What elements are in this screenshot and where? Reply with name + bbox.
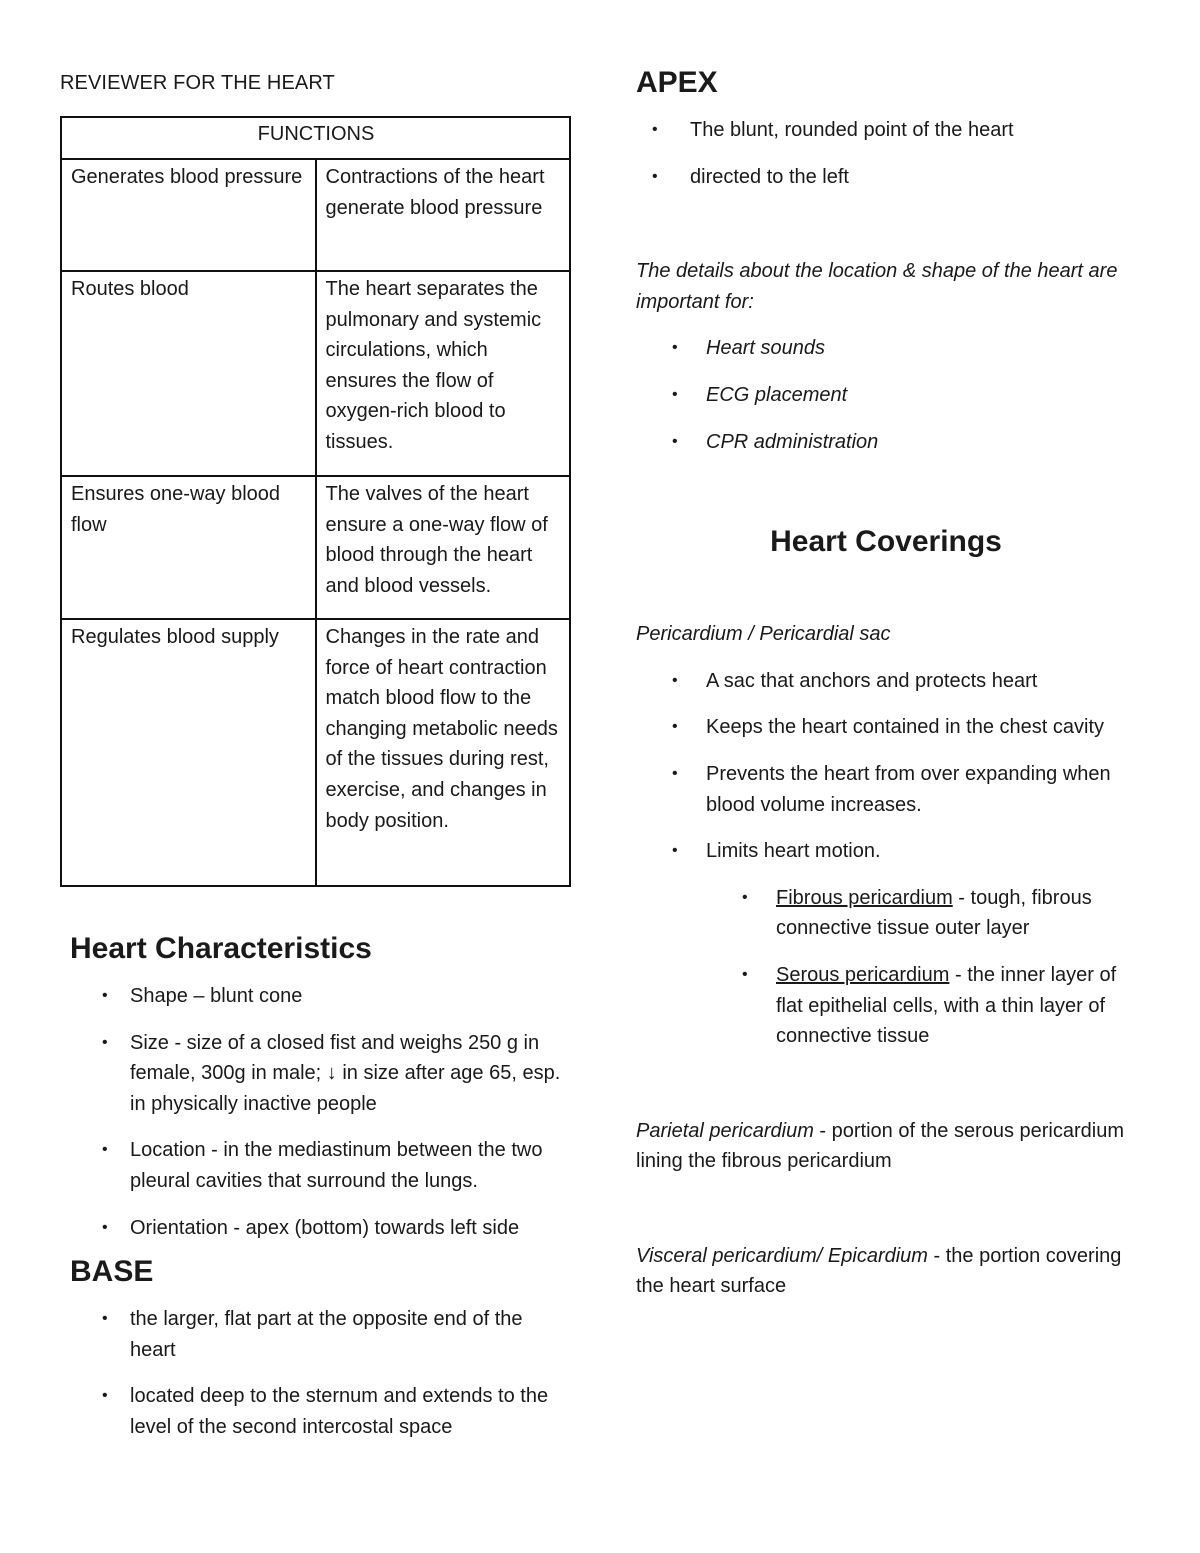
visceral-term: Visceral pericardium/ Epicardium — [636, 1244, 928, 1267]
list-item: • Heart sounds — [636, 333, 1136, 364]
table-row — [61, 476, 570, 619]
list-item: • Serous pericardium - the inner layer of flat epithelial cells, with a thin layer of connective tissue — [636, 960, 1136, 1052]
table-header: FUNCTIONS — [61, 117, 570, 159]
description-cell: Changes in the rate and force of heart contraction match blood flow to the changing metabolic needs of the tissues during rest, exercise, and changes in body position. — [316, 619, 571, 886]
bullet-icon: • — [102, 1310, 108, 1328]
apex-heading: APEX — [636, 66, 718, 99]
serous-pericardium-term: Serous pericardium — [776, 963, 950, 986]
functions-table — [60, 116, 571, 887]
list-item: • Orientation - apex (bottom) towards left side — [60, 1213, 572, 1244]
table-header-row — [61, 117, 570, 159]
bullet-icon: • — [102, 1387, 108, 1405]
list-item: • A sac that anchors and protects heart — [636, 666, 1136, 697]
bullet-icon: • — [742, 965, 748, 983]
right-column — [636, 68, 1136, 1302]
description-cell: The heart separates the pulmonary and systemic circulations, which ensures the flow of oxygen-rich blood to tissues. — [316, 271, 571, 476]
table-row — [61, 271, 570, 476]
list-item: • located deep to the sternum and extends to the level of the second intercostal space — [60, 1381, 572, 1442]
bullet-icon: • — [742, 888, 748, 906]
list-item: • Prevents the heart from over expanding when blood volume increases. — [636, 759, 1136, 820]
list-item: • Size - size of a closed fist and weighs 250 g in female, 300g in male; ↓ in size after age 65, esp. in physically inactive people — [60, 1028, 572, 1120]
description-cell: The valves of the heart ensure a one-way flow of blood through the heart and blood vessels. — [316, 476, 571, 619]
bullet-icon: • — [672, 385, 678, 403]
visceral-pericardium-para: Visceral pericardium/ Epicardium - the portion covering the heart surface — [636, 1244, 1122, 1298]
table-row — [61, 159, 570, 271]
base-heading: BASE — [70, 1255, 154, 1289]
apex-list — [636, 115, 1136, 192]
list-item: • The blunt, rounded point of the heart — [636, 115, 1136, 146]
list-item: • Shape – blunt cone — [60, 981, 572, 1012]
description-cell: Contractions of the heart generate blood pressure — [316, 159, 571, 271]
bullet-icon: • — [652, 167, 658, 185]
bullet-icon: • — [672, 339, 678, 357]
characteristics-list — [60, 981, 572, 1243]
parietal-term: Parietal pericardium — [636, 1119, 814, 1142]
parietal-pericardium-para: Parietal pericardium - portion of the serous pericardium lining the fibrous pericardium — [636, 1119, 1125, 1173]
list-item: • the larger, flat part at the opposite end of the heart — [60, 1304, 572, 1365]
characteristics-heading: Heart Characteristics — [70, 932, 372, 965]
bullet-icon: • — [672, 842, 678, 860]
bullet-icon: • — [672, 432, 678, 450]
function-cell: Generates blood pressure — [61, 159, 316, 271]
list-item: • Keeps the heart contained in the chest cavity — [636, 712, 1136, 743]
pericardium-list — [636, 666, 1136, 867]
list-item: • Fibrous pericardium - tough, fibrous connective tissue outer layer — [636, 883, 1136, 944]
pericardium-label: Pericardium / Pericardial sac — [636, 623, 891, 646]
coverings-heading: Heart Coverings — [770, 525, 1002, 559]
base-list — [60, 1304, 572, 1442]
list-item: • CPR administration — [636, 427, 1136, 458]
bullet-icon: • — [102, 987, 108, 1004]
bullet-icon: • — [102, 1141, 108, 1159]
bullet-icon: • — [672, 671, 678, 689]
importance-intro: The details about the location & shape of the heart are important for: — [636, 260, 1118, 313]
list-item: • directed to the left — [636, 162, 1136, 193]
function-cell: Regulates blood supply — [61, 619, 316, 886]
function-cell: Routes blood — [61, 271, 316, 476]
left-column — [60, 68, 572, 1459]
importance-list — [636, 333, 1136, 457]
list-item: • Location - in the mediastinum between the two pleural cavities that surround the lungs. — [60, 1135, 572, 1196]
bullet-icon: • — [672, 718, 678, 736]
bullet-icon: • — [102, 1033, 108, 1051]
pericardium-layers-list — [636, 883, 1136, 1052]
list-item: • Limits heart motion. — [636, 836, 1136, 867]
function-cell: Ensures one-way blood flow — [61, 476, 316, 619]
bullet-icon: • — [102, 1218, 108, 1236]
bullet-icon: • — [652, 121, 658, 138]
table-row — [61, 619, 570, 886]
list-item: • ECG placement — [636, 380, 1136, 411]
fibrous-pericardium-term: Fibrous pericardium — [776, 886, 953, 909]
document-title: REVIEWER FOR THE HEART — [60, 72, 335, 94]
bullet-icon: • — [672, 764, 678, 782]
